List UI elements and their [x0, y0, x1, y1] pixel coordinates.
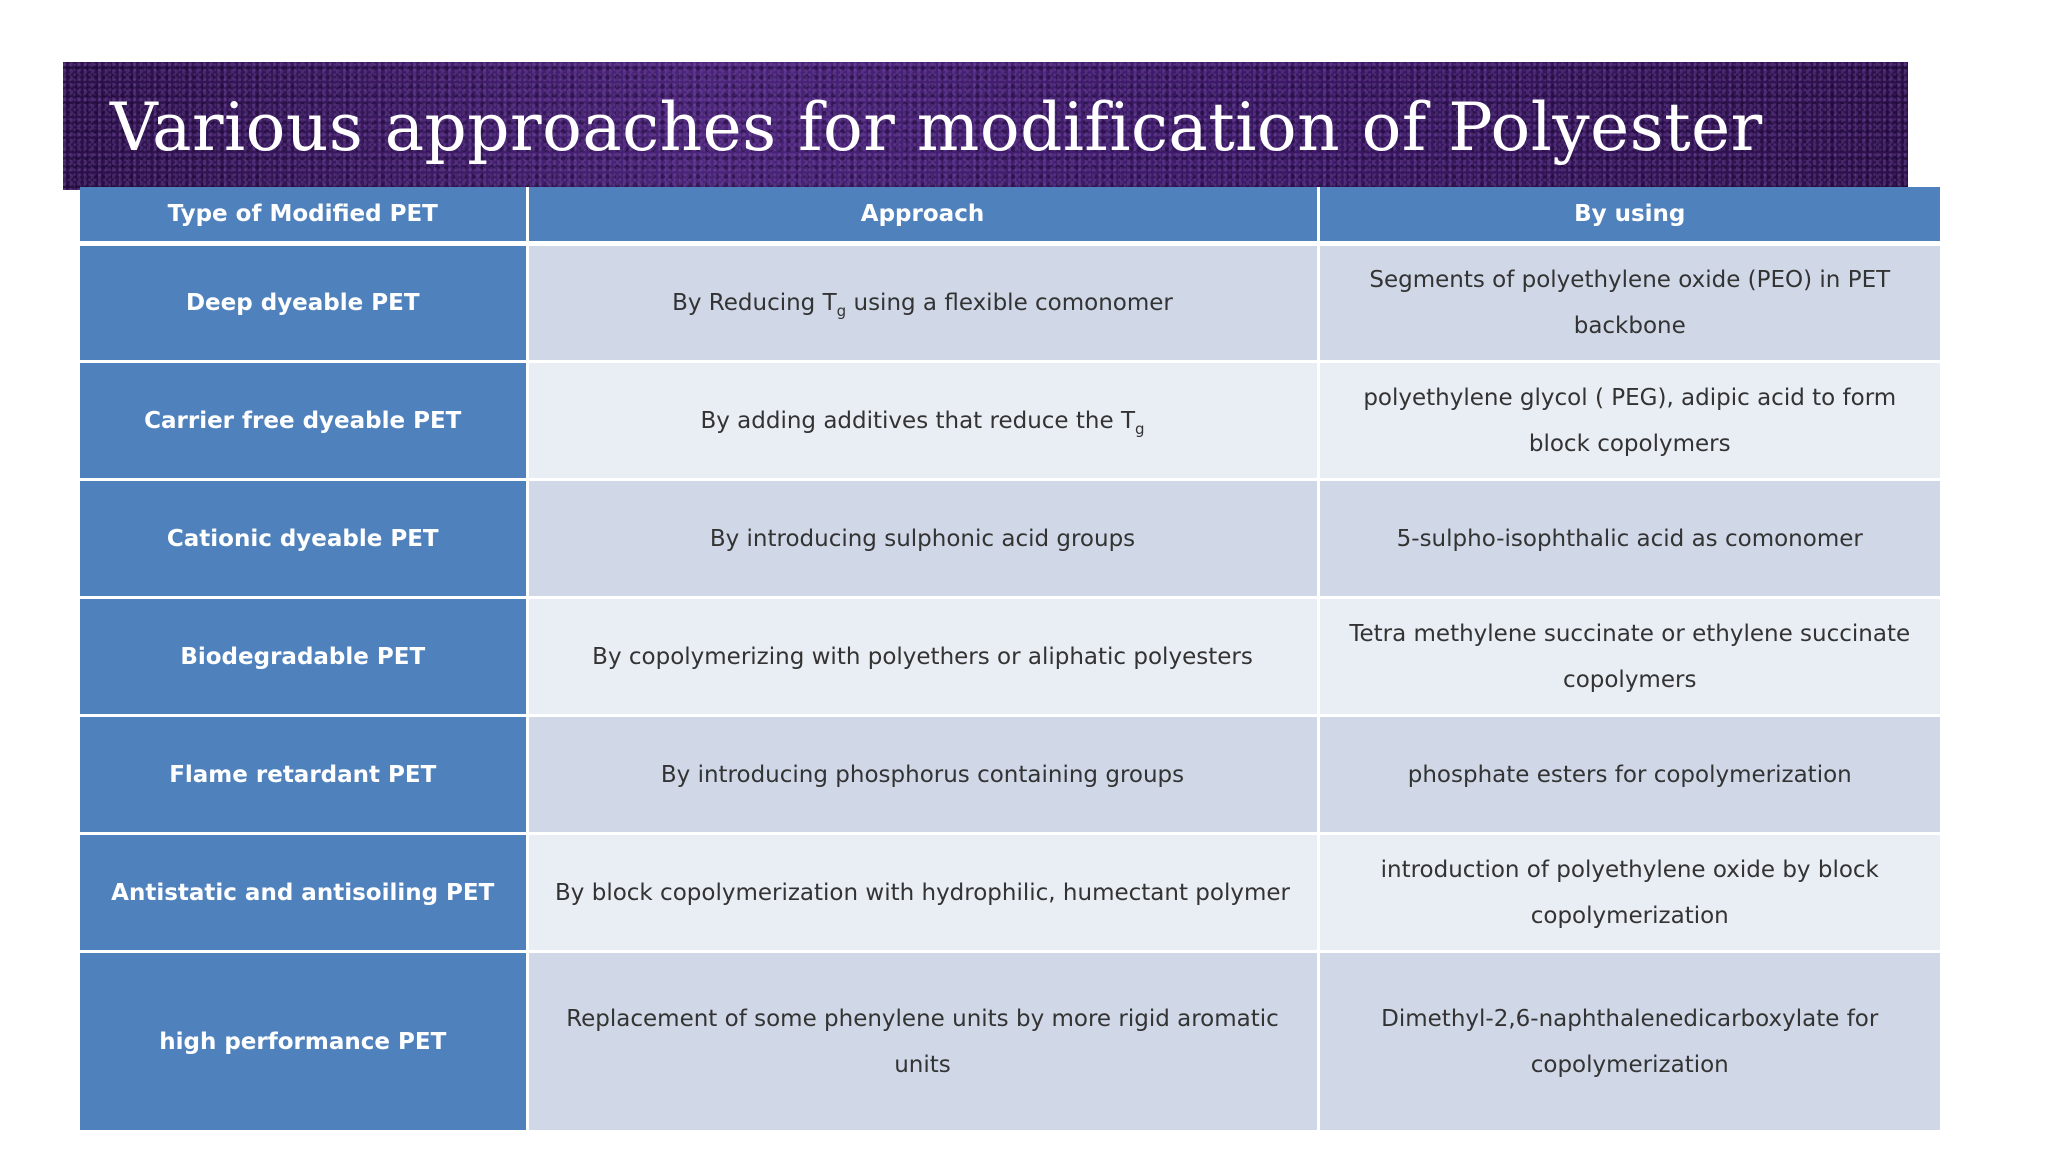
table-row — [80, 598, 1940, 716]
header-type: Type of Modified PET — [80, 187, 527, 244]
slide-title: Various approaches for modification of Polyester — [110, 89, 1763, 166]
type-cell: Flame retardant PET — [80, 716, 527, 834]
type-cell: Carrier free dyeable PET — [80, 362, 527, 480]
by-using-cell: Dimethyl-2,6-naphthalenedicarboxylate for copolymerization — [1318, 952, 1940, 1132]
table-header-row — [80, 187, 1940, 244]
approach-cell: By introducing phosphorus containing groups — [527, 716, 1318, 834]
by-using-cell: Segments of polyethylene oxide (PEO) in PET backbone — [1318, 244, 1940, 362]
table-row — [80, 244, 1940, 362]
by-using-cell: phosphate esters for copolymerization — [1318, 716, 1940, 834]
type-cell: Cationic dyeable PET — [80, 480, 527, 598]
approach-cell — [527, 362, 1318, 480]
approach-cell: By introducing sulphonic acid groups — [527, 480, 1318, 598]
approach-text: By adding additives that reduce the T — [700, 407, 1135, 434]
type-cell: high performance PET — [80, 952, 527, 1132]
approach-cell — [527, 244, 1318, 362]
approach-cell: By block copolymerization with hydrophilic, humectant polymer — [527, 834, 1318, 952]
approach-cell: By copolymerizing with polyethers or aliphatic polyesters — [527, 598, 1318, 716]
by-using-cell: polyethylene glycol ( PEG), adipic acid to form block copolymers — [1318, 362, 1940, 480]
table-row — [80, 480, 1940, 598]
by-using-cell: introduction of polyethylene oxide by block copolymerization — [1318, 834, 1940, 952]
type-cell: Deep dyeable PET — [80, 244, 527, 362]
subscript-g: g — [1135, 419, 1145, 438]
table-row — [80, 716, 1940, 834]
table-row — [80, 362, 1940, 480]
table-row — [80, 952, 1940, 1132]
header-by-using: By using — [1318, 187, 1940, 244]
subscript-g: g — [836, 302, 847, 320]
type-cell: Antistatic and antisoiling PET — [80, 834, 527, 952]
modification-table — [80, 187, 1940, 1133]
approach-text-suffix: using a flexible comonomer — [846, 290, 1173, 316]
approach-text: By Reducing T — [672, 290, 837, 316]
header-approach: Approach — [527, 187, 1318, 244]
table-row — [80, 834, 1940, 952]
type-cell: Biodegradable PET — [80, 598, 527, 716]
by-using-cell: Tetra methylene succinate or ethylene succinate copolymers — [1318, 598, 1940, 716]
by-using-cell: 5-sulpho-isophthalic acid as comonomer — [1318, 480, 1940, 598]
approach-cell: Replacement of some phenylene units by more rigid aromatic units — [527, 952, 1318, 1132]
